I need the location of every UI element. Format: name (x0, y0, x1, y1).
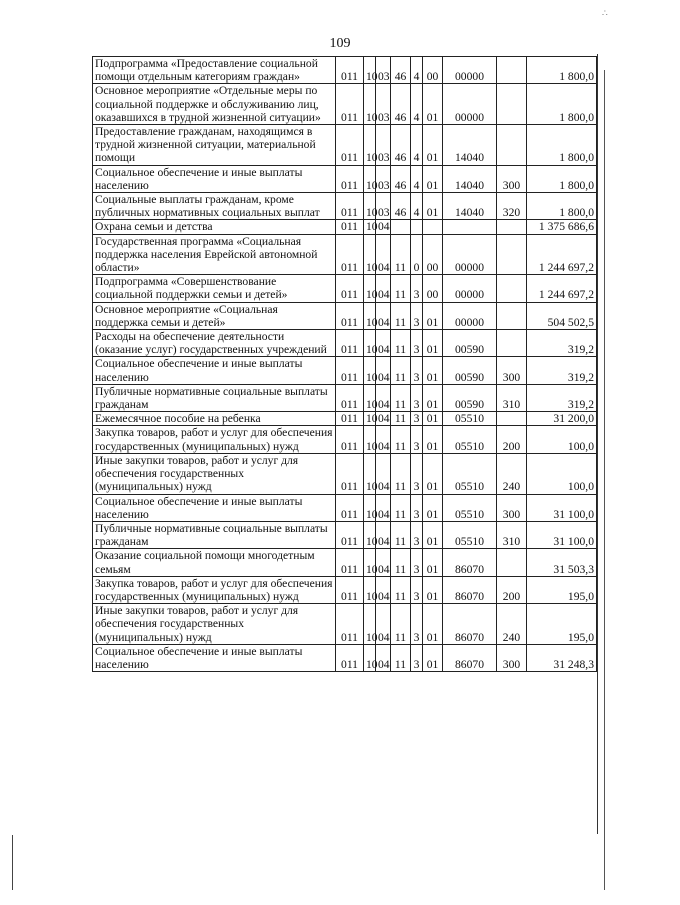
cell-amount: 1 800,0 (527, 193, 597, 220)
cell-section: 10 (364, 57, 376, 84)
cell-direction: 05510 (443, 453, 497, 494)
cell-section: 10 (364, 275, 376, 302)
cell-expense-type (497, 125, 527, 166)
cell-amount: 1 375 686,6 (527, 220, 597, 234)
table-row (93, 302, 597, 329)
row-name: Закупка товаров, работ и услуг для обеспечения государственных (муниципальных) нужд (93, 576, 336, 603)
cell-expense-type: 300 (497, 494, 527, 521)
cell-admin-code: 011 (336, 330, 364, 357)
cell-event: 01 (423, 193, 443, 220)
cell-section: 10 (364, 412, 376, 426)
row-name: Предоставление гражданам, находящимся в трудной жизненной ситуации, материальной помощи (93, 125, 336, 166)
cell-event: 01 (423, 604, 443, 645)
table-row (93, 220, 597, 234)
row-name: Социальное обеспечение и иные выплаты населению (93, 644, 336, 671)
cell-subprogram: 3 (411, 549, 423, 576)
cell-program: 11 (391, 576, 411, 603)
cell-section: 10 (364, 193, 376, 220)
row-name: Социальное обеспечение и иные выплаты населению (93, 165, 336, 192)
cell-amount: 31 503,3 (527, 549, 597, 576)
row-name: Закупка товаров, работ и услуг для обеспечения государственных (муниципальных) нужд (93, 426, 336, 453)
row-name: Иные закупки товаров, работ и услуг для обеспечения государственных (муниципальных) нужд (93, 604, 336, 645)
cell-expense-type (497, 302, 527, 329)
cell-amount: 100,0 (527, 426, 597, 453)
cell-admin-code: 011 (336, 412, 364, 426)
cell-amount: 504 502,5 (527, 302, 597, 329)
cell-program: 11 (391, 412, 411, 426)
cell-direction: 14040 (443, 165, 497, 192)
cell-amount: 1 800,0 (527, 125, 597, 166)
scan-edge-line-right (597, 54, 598, 834)
cell-amount: 31 200,0 (527, 412, 597, 426)
cell-expense-type: 320 (497, 193, 527, 220)
cell-program (391, 220, 411, 234)
row-name: Публичные нормативные социальные выплаты гражданам (93, 521, 336, 548)
cell-expense-type: 300 (497, 644, 527, 671)
cell-subsection: 04 (376, 357, 391, 384)
cell-subprogram (411, 220, 423, 234)
cell-program: 11 (391, 302, 411, 329)
cell-admin-code: 011 (336, 302, 364, 329)
table-row (93, 193, 597, 220)
cell-expense-type: 300 (497, 357, 527, 384)
cell-direction: 00590 (443, 384, 497, 411)
cell-admin-code: 011 (336, 220, 364, 234)
cell-subprogram: 3 (411, 453, 423, 494)
cell-admin-code: 011 (336, 234, 364, 275)
cell-admin-code: 011 (336, 604, 364, 645)
cell-event: 00 (423, 57, 443, 84)
cell-admin-code: 011 (336, 84, 364, 125)
cell-subprogram: 3 (411, 426, 423, 453)
row-name: Государственная программа «Социальная поддержка населения Еврейской автономной области» (93, 234, 336, 275)
table-row (93, 604, 597, 645)
cell-section: 10 (364, 330, 376, 357)
page-number: 109 (329, 36, 351, 51)
cell-expense-type: 310 (497, 521, 527, 548)
cell-subsection: 04 (376, 576, 391, 603)
cell-subprogram: 4 (411, 165, 423, 192)
cell-direction: 14040 (443, 125, 497, 166)
cell-program: 11 (391, 426, 411, 453)
cell-event: 01 (423, 302, 443, 329)
cell-subprogram: 3 (411, 644, 423, 671)
cell-event: 01 (423, 125, 443, 166)
cell-subprogram: 4 (411, 84, 423, 125)
cell-subprogram: 3 (411, 412, 423, 426)
cell-subsection: 03 (376, 84, 391, 125)
cell-amount: 1 244 697,2 (527, 234, 597, 275)
cell-admin-code: 011 (336, 453, 364, 494)
table-row (93, 165, 597, 192)
cell-section: 10 (364, 84, 376, 125)
row-name: Иные закупки товаров, работ и услуг для обеспечения государственных (муниципальных) нужд (93, 453, 336, 494)
cell-section: 10 (364, 234, 376, 275)
cell-admin-code: 011 (336, 165, 364, 192)
cell-direction: 05510 (443, 426, 497, 453)
cell-direction: 86070 (443, 604, 497, 645)
cell-subsection: 04 (376, 330, 391, 357)
cell-direction: 00000 (443, 84, 497, 125)
cell-subsection: 04 (376, 453, 391, 494)
cell-expense-type: 300 (497, 165, 527, 192)
table-row (93, 234, 597, 275)
cell-program: 46 (391, 165, 411, 192)
row-name: Подпрограмма «Предоставление социальной помощи отдельным категориям граждан» (93, 57, 336, 84)
cell-direction: 14040 (443, 193, 497, 220)
cell-subprogram: 4 (411, 125, 423, 166)
cell-subprogram: 3 (411, 521, 423, 548)
cell-admin-code: 011 (336, 125, 364, 166)
cell-subprogram: 3 (411, 330, 423, 357)
cell-expense-type (497, 57, 527, 84)
cell-event (423, 220, 443, 234)
cell-subprogram: 3 (411, 604, 423, 645)
cell-program: 11 (391, 604, 411, 645)
table-row (93, 426, 597, 453)
cell-direction: 00590 (443, 330, 497, 357)
cell-direction: 00000 (443, 302, 497, 329)
cell-expense-type: 310 (497, 384, 527, 411)
cell-direction: 86070 (443, 549, 497, 576)
cell-event: 01 (423, 165, 443, 192)
cell-admin-code: 011 (336, 576, 364, 603)
table-row (93, 644, 597, 671)
budget-table-body (93, 57, 597, 672)
cell-subsection: 03 (376, 165, 391, 192)
row-name: Основное мероприятие «Отдельные меры по социальной поддержке и обслуживанию лиц, оказавшихся в трудной жизненной ситуации» (93, 84, 336, 125)
cell-subsection: 04 (376, 412, 391, 426)
cell-program: 11 (391, 549, 411, 576)
cell-amount: 1 800,0 (527, 57, 597, 84)
cell-event: 01 (423, 453, 443, 494)
cell-direction: 86070 (443, 644, 497, 671)
cell-program: 46 (391, 57, 411, 84)
cell-subprogram: 3 (411, 494, 423, 521)
cell-event: 00 (423, 275, 443, 302)
cell-direction: 86070 (443, 576, 497, 603)
cell-subprogram: 0 (411, 234, 423, 275)
cell-event: 01 (423, 357, 443, 384)
cell-admin-code: 011 (336, 549, 364, 576)
scan-edge-line-left (12, 835, 13, 890)
cell-amount: 31 100,0 (527, 521, 597, 548)
cell-event: 01 (423, 576, 443, 603)
row-name: Расходы на обеспечение деятельности (оказание услуг) государственных учреждений (93, 330, 336, 357)
cell-section: 10 (364, 453, 376, 494)
cell-subsection: 04 (376, 234, 391, 275)
cell-amount: 319,2 (527, 384, 597, 411)
cell-expense-type (497, 412, 527, 426)
cell-expense-type (497, 330, 527, 357)
cell-section: 10 (364, 426, 376, 453)
cell-admin-code: 011 (336, 644, 364, 671)
cell-program: 11 (391, 644, 411, 671)
table-row (93, 453, 597, 494)
row-name: Охрана семьи и детства (93, 220, 336, 234)
cell-section: 10 (364, 644, 376, 671)
table-row (93, 494, 597, 521)
budget-table (92, 56, 597, 672)
cell-event: 01 (423, 384, 443, 411)
cell-admin-code: 011 (336, 193, 364, 220)
cell-program: 11 (391, 275, 411, 302)
cell-program: 11 (391, 494, 411, 521)
cell-expense-type (497, 275, 527, 302)
cell-section: 10 (364, 494, 376, 521)
cell-section: 10 (364, 125, 376, 166)
cell-subprogram: 3 (411, 384, 423, 411)
table-row (93, 576, 597, 603)
cell-program: 46 (391, 84, 411, 125)
cell-program: 11 (391, 330, 411, 357)
cell-program: 46 (391, 193, 411, 220)
table-row (93, 521, 597, 548)
cell-program: 11 (391, 357, 411, 384)
cell-amount: 319,2 (527, 357, 597, 384)
cell-admin-code: 011 (336, 426, 364, 453)
cell-direction: 05510 (443, 494, 497, 521)
cell-direction: 05510 (443, 412, 497, 426)
cell-subsection: 04 (376, 521, 391, 548)
cell-section: 10 (364, 576, 376, 603)
cell-section: 10 (364, 220, 376, 234)
cell-expense-type (497, 220, 527, 234)
cell-section: 10 (364, 604, 376, 645)
table-row (93, 330, 597, 357)
cell-expense-type: 240 (497, 604, 527, 645)
cell-subsection: 04 (376, 549, 391, 576)
cell-direction: 00000 (443, 57, 497, 84)
cell-event: 01 (423, 412, 443, 426)
cell-direction: 05510 (443, 521, 497, 548)
cell-event: 00 (423, 234, 443, 275)
cell-program: 11 (391, 521, 411, 548)
table-row (93, 125, 597, 166)
cell-subprogram: 4 (411, 193, 423, 220)
cell-section: 10 (364, 165, 376, 192)
cell-program: 46 (391, 125, 411, 166)
cell-subsection: 04 (376, 384, 391, 411)
cell-event: 01 (423, 84, 443, 125)
cell-program: 11 (391, 384, 411, 411)
cell-amount: 195,0 (527, 576, 597, 603)
cell-subprogram: 3 (411, 357, 423, 384)
cell-expense-type (497, 549, 527, 576)
cell-program: 11 (391, 453, 411, 494)
cell-expense-type: 200 (497, 426, 527, 453)
cell-subsection: 04 (376, 494, 391, 521)
cell-subsection: 04 (376, 644, 391, 671)
table-row (93, 275, 597, 302)
row-name: Основное мероприятие «Социальная поддержка семьи и детей» (93, 302, 336, 329)
cell-amount: 1 800,0 (527, 84, 597, 125)
cell-event: 01 (423, 494, 443, 521)
table-row (93, 57, 597, 84)
row-name: Оказание социальной помощи многодетным семьям (93, 549, 336, 576)
scan-mark: ∴ (602, 8, 608, 18)
cell-expense-type (497, 234, 527, 275)
cell-subprogram: 4 (411, 57, 423, 84)
cell-event: 01 (423, 521, 443, 548)
cell-subprogram: 3 (411, 275, 423, 302)
cell-event: 01 (423, 549, 443, 576)
table-row (93, 549, 597, 576)
cell-direction: 00000 (443, 275, 497, 302)
table-row (93, 84, 597, 125)
row-name: Ежемесячное пособие на ребенка (93, 412, 336, 426)
cell-subsection: 03 (376, 125, 391, 166)
cell-subsection: 04 (376, 302, 391, 329)
cell-amount: 1 244 697,2 (527, 275, 597, 302)
cell-admin-code: 011 (336, 275, 364, 302)
cell-subsection: 04 (376, 604, 391, 645)
cell-section: 10 (364, 521, 376, 548)
cell-expense-type (497, 84, 527, 125)
cell-subsection: 03 (376, 193, 391, 220)
row-name: Подпрограмма «Совершенствование социальной поддержки семьи и детей» (93, 275, 336, 302)
cell-subprogram: 3 (411, 302, 423, 329)
table-row (93, 357, 597, 384)
table-row (93, 384, 597, 411)
cell-direction: 00590 (443, 357, 497, 384)
cell-amount: 319,2 (527, 330, 597, 357)
cell-amount: 31 248,3 (527, 644, 597, 671)
cell-event: 01 (423, 426, 443, 453)
cell-subsection: 04 (376, 426, 391, 453)
cell-section: 10 (364, 357, 376, 384)
cell-admin-code: 011 (336, 57, 364, 84)
cell-section: 10 (364, 302, 376, 329)
cell-program: 11 (391, 234, 411, 275)
row-name: Социальное обеспечение и иные выплаты населению (93, 494, 336, 521)
cell-subsection: 03 (376, 57, 391, 84)
cell-admin-code: 011 (336, 494, 364, 521)
cell-amount: 31 100,0 (527, 494, 597, 521)
cell-subprogram: 3 (411, 576, 423, 603)
cell-expense-type: 200 (497, 576, 527, 603)
cell-event: 01 (423, 330, 443, 357)
row-name: Публичные нормативные социальные выплаты гражданам (93, 384, 336, 411)
cell-amount: 1 800,0 (527, 165, 597, 192)
cell-event: 01 (423, 644, 443, 671)
cell-admin-code: 011 (336, 521, 364, 548)
table-row (93, 412, 597, 426)
cell-direction (443, 220, 497, 234)
cell-subsection: 04 (376, 220, 391, 234)
cell-direction: 00000 (443, 234, 497, 275)
cell-expense-type: 240 (497, 453, 527, 494)
cell-amount: 195,0 (527, 604, 597, 645)
cell-admin-code: 011 (336, 384, 364, 411)
cell-section: 10 (364, 549, 376, 576)
scan-edge-line-right-outer (604, 70, 605, 890)
cell-amount: 100,0 (527, 453, 597, 494)
cell-admin-code: 011 (336, 357, 364, 384)
cell-subsection: 04 (376, 275, 391, 302)
row-name: Социальное обеспечение и иные выплаты населению (93, 357, 336, 384)
cell-section: 10 (364, 384, 376, 411)
row-name: Социальные выплаты гражданам, кроме публичных нормативных социальных выплат (93, 193, 336, 220)
